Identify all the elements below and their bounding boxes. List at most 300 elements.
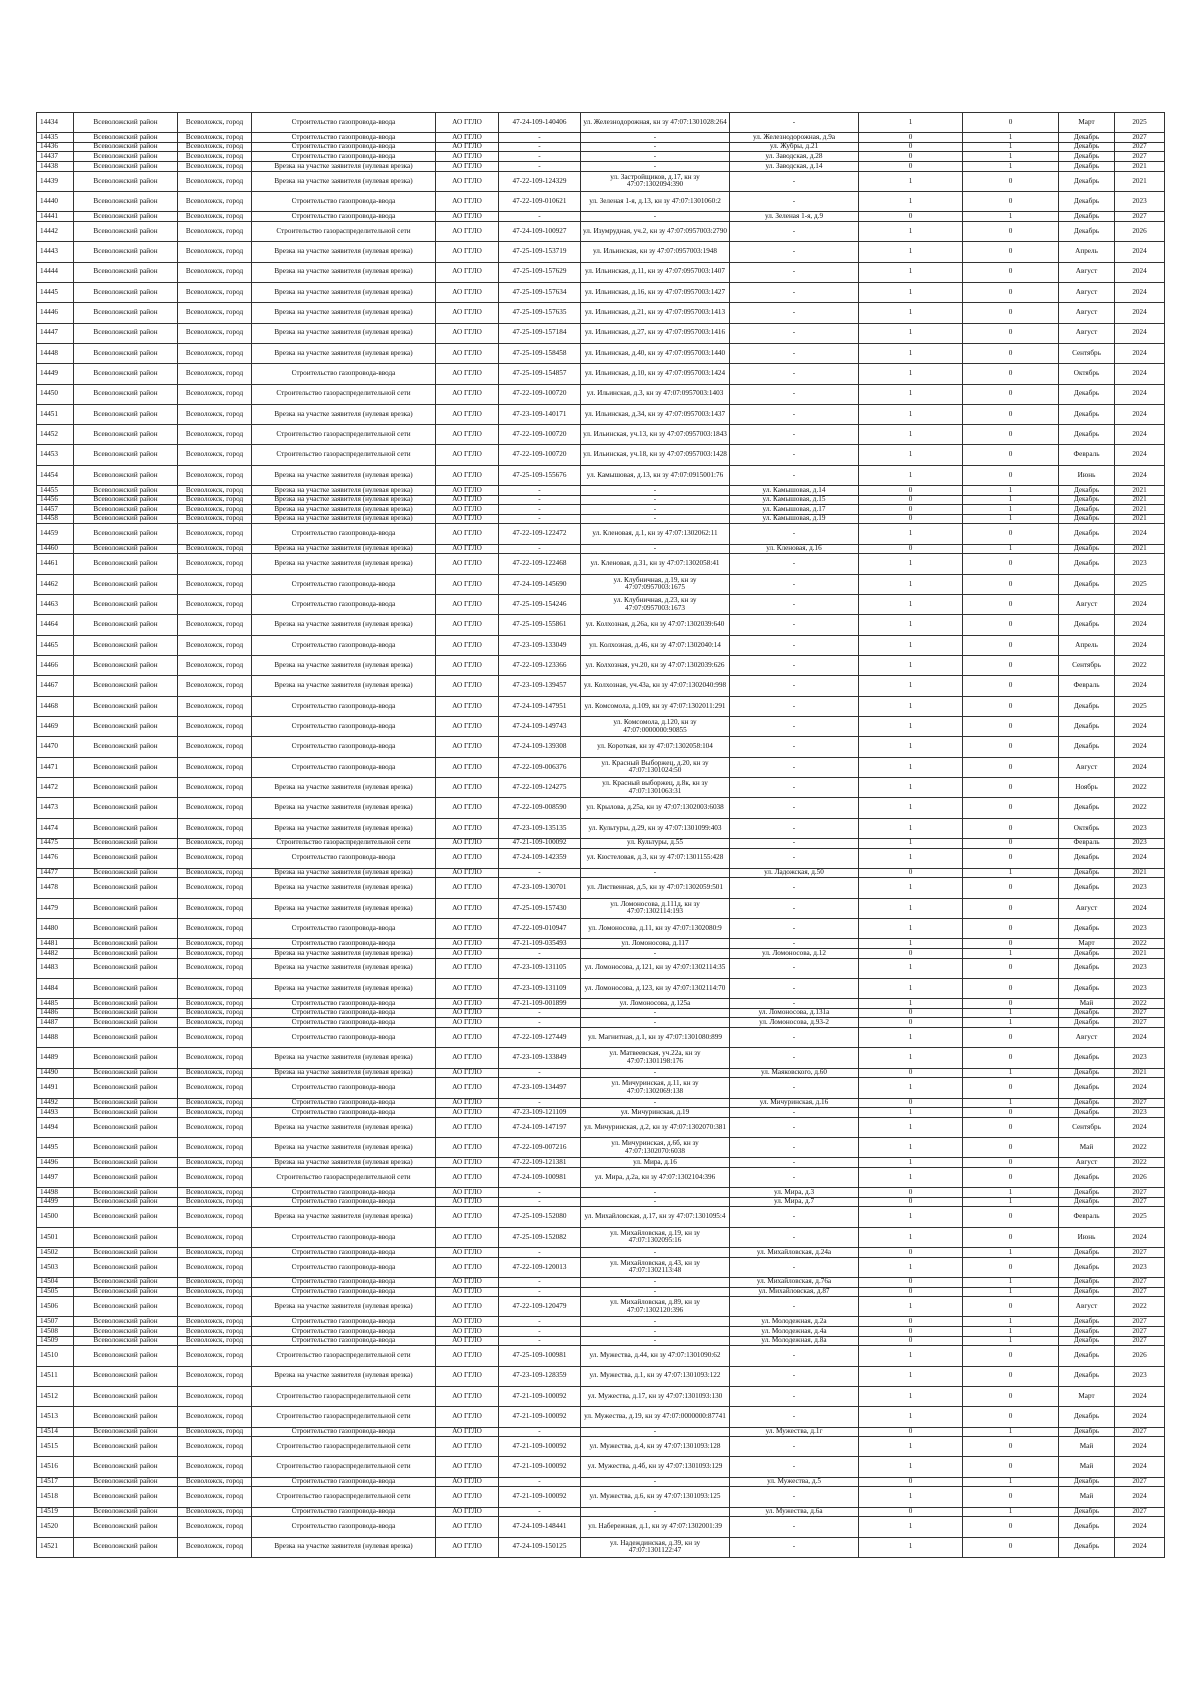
address-cadastral-cell: ул. Мужества, д.4б, кн зу 47:07:1301093:129 [581,1457,730,1477]
row-number-cell: 14497 [37,1167,74,1187]
organization-cell: АО ГГЛО [436,949,499,959]
count-a-cell: 0 [859,1197,963,1207]
month-cell: Декабрь [1059,425,1115,445]
table-row [37,544,1165,554]
month-cell: Декабрь [1059,1427,1115,1437]
count-b-cell: 0 [963,554,1059,574]
year-cell: 2024 [1115,343,1165,363]
address-cadastral-cell: ул. Железнодорожная, кн зу 47:07:1301028:264 [581,113,730,133]
settlement-cell: Всеволожск, город [178,113,252,133]
count-a-cell: 0 [859,152,963,162]
application-number-cell: 47-21-109-100092 [499,1457,581,1477]
address-cell: - [730,939,859,949]
work-type-cell: Врезка на участке заявителя (нулевая врезка) [252,171,436,191]
month-cell: Август [1059,1027,1115,1047]
count-a-cell: 1 [859,282,963,302]
count-b-cell: 0 [963,364,1059,384]
application-number-cell: 47-24-109-139308 [499,737,581,757]
application-number-cell: - [499,1197,581,1207]
address-cadastral-cell: ул. Ильинская, д.34, кн зу 47:07:0957003:1437 [581,404,730,424]
year-cell: 2024 [1115,1537,1165,1557]
count-b-cell: 1 [963,1248,1059,1258]
address-cell: - [730,303,859,323]
work-type-cell: Врезка на участке заявителя (нулевая врезка) [252,495,436,505]
count-a-cell: 1 [859,445,963,465]
address-cell: - [730,465,859,485]
district-cell: Всеволожский район [74,838,178,848]
count-a-cell: 1 [859,898,963,918]
organization-cell: АО ГГЛО [436,495,499,505]
address-cadastral-cell: ул. Мужества, д.17, кн зу 47:07:1301093:130 [581,1386,730,1406]
district-cell: Всеволожский район [74,1188,178,1198]
organization-cell: АО ГГЛО [436,1008,499,1018]
count-a-cell: 0 [859,949,963,959]
address-cadastral-cell: - [581,1317,730,1327]
row-number-cell: 14521 [37,1537,74,1557]
organization-cell: АО ГГЛО [436,1277,499,1287]
row-number-cell: 14477 [37,868,74,878]
organization-cell: АО ГГЛО [436,1477,499,1487]
month-cell: Декабрь [1059,958,1115,978]
table-row [37,445,1165,465]
month-cell: Декабрь [1059,554,1115,574]
year-cell: 2024 [1115,303,1165,323]
row-number-cell: 14456 [37,495,74,505]
year-cell: 2021 [1115,495,1165,505]
settlement-cell: Всеволожск, город [178,486,252,496]
address-cadastral-cell: ул. Культуры, д.55 [581,838,730,848]
settlement-cell: Всеволожск, город [178,635,252,655]
address-cadastral-cell: ул. Колхозная, д.46, кн зу 47:07:1302040:14 [581,635,730,655]
organization-cell: АО ГГЛО [436,978,499,998]
application-number-cell: 47-23-109-134497 [499,1078,581,1098]
row-number-cell: 14510 [37,1346,74,1366]
year-cell: 2027 [1115,1317,1165,1327]
address-cadastral-cell: ул. Ильинская, д.3, кн зу 47:07:0957003:1403 [581,384,730,404]
address-cell: - [730,777,859,797]
count-a-cell: 1 [859,777,963,797]
settlement-cell: Всеволожск, город [178,1537,252,1557]
count-a-cell: 1 [859,554,963,574]
month-cell: Март [1059,1386,1115,1406]
organization-cell: АО ГГЛО [436,384,499,404]
count-b-cell: 1 [963,142,1059,152]
settlement-cell: Всеволожск, город [178,162,252,172]
district-cell: Всеволожский район [74,1078,178,1098]
month-cell: Декабрь [1059,1188,1115,1198]
work-type-cell: Строительство газопровода-ввода [252,696,436,716]
address-cadastral-cell: - [581,162,730,172]
month-cell: Декабрь [1059,1167,1115,1187]
application-number-cell: 47-24-109-100927 [499,221,581,241]
address-cell: - [730,343,859,363]
count-a-cell: 1 [859,676,963,696]
address-cell: ул. Молодежная, д.2а [730,1317,859,1327]
address-cell: - [730,1346,859,1366]
district-cell: Всеволожский район [74,919,178,939]
count-b-cell: 1 [963,514,1059,524]
table-row [37,1248,1165,1258]
address-cell: - [730,574,859,594]
work-type-cell: Строительство газопровода-ввода [252,999,436,1009]
organization-cell: АО ГГЛО [436,1227,499,1247]
settlement-cell: Всеволожск, город [178,133,252,143]
table-row [37,1407,1165,1427]
district-cell: Всеволожский район [74,445,178,465]
row-number-cell: 14473 [37,798,74,818]
count-b-cell: 0 [963,1078,1059,1098]
row-number-cell: 14479 [37,898,74,918]
year-cell: 2027 [1115,1507,1165,1517]
application-number-cell: 47-24-109-100981 [499,1167,581,1187]
row-number-cell: 14520 [37,1517,74,1537]
address-cadastral-cell: - [581,1008,730,1018]
address-cadastral-cell: ул. Ильинская, д.11, кн зу 47:07:0957003:1407 [581,262,730,282]
address-cadastral-cell: ул. Крылова, д.25а, кн зу 47:07:1302003:6038 [581,798,730,818]
count-a-cell: 1 [859,798,963,818]
count-a-cell: 1 [859,1117,963,1137]
table-row [37,191,1165,211]
table-row [37,1027,1165,1047]
organization-cell: АО ГГЛО [436,919,499,939]
application-number-cell: 47-21-109-100092 [499,1437,581,1457]
organization-cell: АО ГГЛО [436,191,499,211]
month-cell: Октябрь [1059,818,1115,838]
application-number-cell: - [499,133,581,143]
organization-cell: АО ГГЛО [436,1188,499,1198]
application-number-cell: - [499,1098,581,1108]
row-number-cell: 14462 [37,574,74,594]
settlement-cell: Всеволожск, город [178,1167,252,1187]
row-number-cell: 14490 [37,1068,74,1078]
district-cell: Всеволожский район [74,958,178,978]
work-type-cell: Строительство газопровода-ввода [252,757,436,777]
table-row [37,343,1165,363]
count-b-cell: 1 [963,1068,1059,1078]
count-a-cell: 0 [859,1248,963,1258]
year-cell: 2021 [1115,949,1165,959]
month-cell: Февраль [1059,838,1115,848]
work-type-cell: Строительство газораспределительной сети [252,445,436,465]
settlement-cell: Всеволожск, город [178,495,252,505]
count-a-cell: 1 [859,999,963,1009]
application-number-cell: - [499,505,581,515]
count-a-cell: 1 [859,465,963,485]
address-cadastral-cell: ул. Кленовая, д.1, кн зу 47:07:1302062:11 [581,524,730,544]
table-row [37,323,1165,343]
settlement-cell: Всеволожск, город [178,1287,252,1297]
settlement-cell: Всеволожск, город [178,656,252,676]
count-a-cell: 0 [859,495,963,505]
settlement-cell: Всеволожск, город [178,212,252,222]
year-cell: 2024 [1115,595,1165,615]
month-cell: Декабрь [1059,1287,1115,1297]
district-cell: Всеволожский район [74,1407,178,1427]
work-type-cell: Врезка на участке заявителя (нулевая врезка) [252,486,436,496]
address-cell: - [730,384,859,404]
month-cell: Декабрь [1059,162,1115,172]
district-cell: Всеволожский район [74,696,178,716]
settlement-cell: Всеволожск, город [178,1517,252,1537]
address-cell: - [730,696,859,716]
application-number-cell: 47-23-109-121109 [499,1108,581,1118]
table-row [37,1386,1165,1406]
year-cell: 2023 [1115,1366,1165,1386]
count-b-cell: 1 [963,1477,1059,1487]
district-cell: Всеволожский район [74,1018,178,1028]
month-cell: Май [1059,1487,1115,1507]
table-row [37,1366,1165,1386]
row-number-cell: 14487 [37,1018,74,1028]
month-cell: Октябрь [1059,364,1115,384]
organization-cell: АО ГГЛО [436,1248,499,1258]
application-number-cell: 47-22-109-122468 [499,554,581,574]
application-number-cell: 47-24-109-148441 [499,1517,581,1537]
work-type-cell: Строительство газораспределительной сети [252,384,436,404]
district-cell: Всеволожский район [74,868,178,878]
work-type-cell: Строительство газопровода-ввода [252,1197,436,1207]
settlement-cell: Всеволожск, город [178,615,252,635]
count-b-cell: 1 [963,1317,1059,1327]
table-row [37,1317,1165,1327]
address-cadastral-cell: - [581,1477,730,1487]
count-a-cell: 1 [859,818,963,838]
count-b-cell: 0 [963,1167,1059,1187]
row-number-cell: 14476 [37,848,74,868]
organization-cell: АО ГГЛО [436,1407,499,1427]
row-number-cell: 14475 [37,838,74,848]
application-number-cell: 47-25-109-157634 [499,282,581,302]
count-a-cell: 1 [859,1167,963,1187]
district-cell: Всеволожский район [74,1117,178,1137]
row-number-cell: 14472 [37,777,74,797]
month-cell: Март [1059,939,1115,949]
district-cell: Всеволожский район [74,1048,178,1068]
table-row [37,262,1165,282]
settlement-cell: Всеволожск, город [178,676,252,696]
settlement-cell: Всеволожск, город [178,1158,252,1168]
settlement-cell: Всеволожск, город [178,818,252,838]
month-cell: Декабрь [1059,495,1115,505]
address-cadastral-cell: - [581,152,730,162]
month-cell: Апрель [1059,635,1115,655]
application-number-cell: 47-22-109-010621 [499,191,581,211]
address-cell: - [730,716,859,736]
district-cell: Всеволожский район [74,221,178,241]
year-cell: 2024 [1115,898,1165,918]
work-type-cell: Врезка на участке заявителя (нулевая врезка) [252,404,436,424]
table-row [37,868,1165,878]
table-row [37,1167,1165,1187]
row-number-cell: 14512 [37,1386,74,1406]
settlement-cell: Всеволожск, город [178,757,252,777]
table-row [37,1188,1165,1198]
count-a-cell: 1 [859,1386,963,1406]
district-cell: Всеволожский район [74,1257,178,1277]
work-type-cell: Строительство газораспределительной сети [252,1457,436,1477]
organization-cell: АО ГГЛО [436,323,499,343]
organization-cell: АО ГГЛО [436,958,499,978]
work-type-cell: Строительство газопровода-ввода [252,1188,436,1198]
application-number-cell: 47-21-109-100092 [499,838,581,848]
organization-cell: АО ГГЛО [436,878,499,898]
district-cell: Всеволожский район [74,898,178,918]
count-a-cell: 1 [859,838,963,848]
address-cadastral-cell: ул. Ильинская, д.27, кн зу 47:07:0957003:1416 [581,323,730,343]
settlement-cell: Всеволожск, город [178,544,252,554]
year-cell: 2024 [1115,757,1165,777]
count-b-cell: 1 [963,1018,1059,1028]
organization-cell: АО ГГЛО [436,757,499,777]
year-cell: 2024 [1115,364,1165,384]
month-cell: Декабрь [1059,696,1115,716]
row-number-cell: 14468 [37,696,74,716]
table-row [37,737,1165,757]
address-cell: - [730,1108,859,1118]
count-b-cell: 0 [963,615,1059,635]
count-a-cell: 1 [859,323,963,343]
application-number-cell: - [499,1277,581,1287]
address-cadastral-cell: ул. Ломоносова, д.111д, кн зу 47:07:1302114:193 [581,898,730,918]
year-cell: 2021 [1115,868,1165,878]
row-number-cell: 14463 [37,595,74,615]
address-cell: ул. Мичуринская, д.16 [730,1098,859,1108]
address-cell: - [730,242,859,262]
count-b-cell: 0 [963,1457,1059,1477]
table-row [37,1197,1165,1207]
month-cell: Декабрь [1059,152,1115,162]
district-cell: Всеволожский район [74,1167,178,1187]
month-cell: Декабрь [1059,1477,1115,1487]
district-cell: Всеволожский район [74,635,178,655]
count-a-cell: 0 [859,1008,963,1018]
year-cell: 2027 [1115,133,1165,143]
work-type-cell: Строительство газопровода-ввода [252,1248,436,1258]
district-cell: Всеволожский район [74,262,178,282]
count-a-cell: 1 [859,242,963,262]
count-b-cell: 0 [963,1207,1059,1227]
settlement-cell: Всеволожск, город [178,838,252,848]
year-cell: 2024 [1115,716,1165,736]
address-cell: - [730,524,859,544]
count-b-cell: 0 [963,999,1059,1009]
address-cadastral-cell: ул. Мужества, д.6, кн зу 47:07:1301093:125 [581,1487,730,1507]
address-cadastral-cell: ул. Комсомола, д.120, кн зу 47:07:0000000:90855 [581,716,730,736]
district-cell: Всеволожский район [74,1346,178,1366]
work-type-cell: Строительство газораспределительной сети [252,1407,436,1427]
count-b-cell: 0 [963,1346,1059,1366]
count-b-cell: 0 [963,798,1059,818]
year-cell: 2021 [1115,486,1165,496]
year-cell: 2027 [1115,1018,1165,1028]
count-b-cell: 0 [963,848,1059,868]
address-cell: ул. Железнодорожная, д.9а [730,133,859,143]
month-cell: Декабрь [1059,524,1115,544]
row-number-cell: 14485 [37,999,74,1009]
row-number-cell: 14436 [37,142,74,152]
district-cell: Всеволожский район [74,1248,178,1258]
organization-cell: АО ГГЛО [436,1487,499,1507]
settlement-cell: Всеволожск, город [178,1317,252,1327]
table-row [37,1158,1165,1168]
count-a-cell: 1 [859,737,963,757]
count-b-cell: 0 [963,1027,1059,1047]
work-type-cell: Строительство газопровода-ввода [252,1108,436,1118]
address-cadastral-cell: ул. Мичуринская, д.6б, кн зу 47:07:1302070:6038 [581,1138,730,1158]
application-number-cell: - [499,1317,581,1327]
table-row [37,1008,1165,1018]
settlement-cell: Всеволожск, город [178,445,252,465]
application-number-cell: 47-23-109-128359 [499,1366,581,1386]
work-type-cell: Строительство газопровода-ввода [252,152,436,162]
address-cell: - [730,1078,859,1098]
address-cadastral-cell: - [581,1277,730,1287]
organization-cell: АО ГГЛО [436,1517,499,1537]
count-a-cell: 1 [859,425,963,445]
application-number-cell: 47-24-109-147951 [499,696,581,716]
month-cell: Декабрь [1059,574,1115,594]
address-cell: - [730,1048,859,1068]
district-cell: Всеволожский район [74,818,178,838]
address-cadastral-cell: ул. Ильинская, д.10, кн зу 47:07:0957003:1424 [581,364,730,384]
address-cell: - [730,364,859,384]
row-number-cell: 14450 [37,384,74,404]
row-number-cell: 14499 [37,1197,74,1207]
month-cell: Декабрь [1059,1537,1115,1557]
application-number-cell: - [499,162,581,172]
table-row [37,465,1165,485]
address-cell: - [730,445,859,465]
district-cell: Всеволожский район [74,949,178,959]
year-cell: 2025 [1115,696,1165,716]
count-a-cell: 1 [859,191,963,211]
year-cell: 2024 [1115,1078,1165,1098]
address-cadastral-cell: ул. Мира, д.16 [581,1158,730,1168]
application-number-cell: 47-25-109-154857 [499,364,581,384]
application-number-cell: 47-24-109-149743 [499,716,581,736]
row-number-cell: 14507 [37,1317,74,1327]
district-cell: Всеволожский район [74,524,178,544]
work-type-cell: Строительство газопровода-ввода [252,848,436,868]
district-cell: Всеволожский район [74,343,178,363]
count-a-cell: 0 [859,142,963,152]
year-cell: 2025 [1115,574,1165,594]
row-number-cell: 14518 [37,1487,74,1507]
organization-cell: АО ГГЛО [436,465,499,485]
row-number-cell: 14455 [37,486,74,496]
address-cell: - [730,757,859,777]
organization-cell: АО ГГЛО [436,1158,499,1168]
address-cadastral-cell: - [581,544,730,554]
month-cell: Декабрь [1059,1517,1115,1537]
row-number-cell: 14445 [37,282,74,302]
table-row [37,1457,1165,1477]
count-b-cell: 0 [963,1487,1059,1507]
organization-cell: АО ГГЛО [436,939,499,949]
count-a-cell: 1 [859,262,963,282]
year-cell: 2027 [1115,1427,1165,1437]
count-a-cell: 0 [859,1327,963,1337]
work-type-cell: Врезка на участке заявителя (нулевая врезка) [252,544,436,554]
work-type-cell: Врезка на участке заявителя (нулевая врезка) [252,1068,436,1078]
work-type-cell: Строительство газопровода-ввода [252,635,436,655]
count-b-cell: 0 [963,445,1059,465]
work-type-cell: Строительство газопровода-ввода [252,1098,436,1108]
count-b-cell: 0 [963,696,1059,716]
settlement-cell: Всеволожск, город [178,696,252,716]
district-cell: Всеволожский район [74,999,178,1009]
address-cadastral-cell: ул. Мужества, д.1, кн зу 47:07:1301093:122 [581,1366,730,1386]
